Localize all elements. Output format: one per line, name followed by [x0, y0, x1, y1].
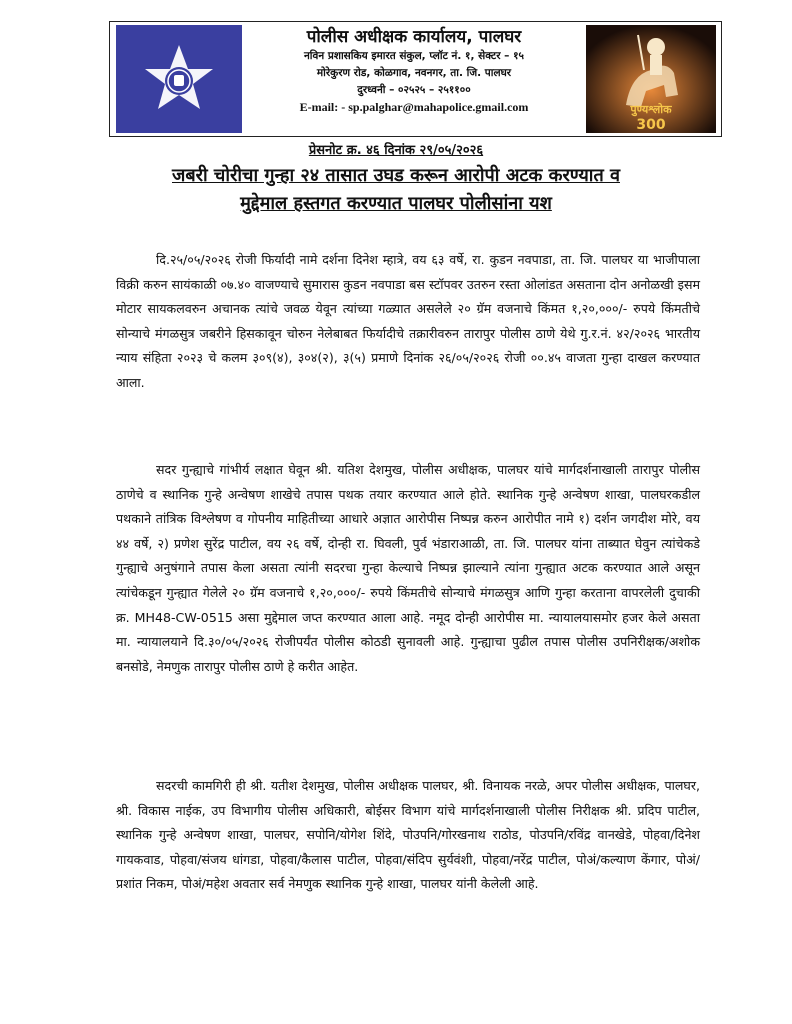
office-title: पोलीस अधीक्षक कार्यालय, पालघर [306, 27, 522, 47]
paragraph-incident: दि.२५/०५/२०२६ रोजी फिर्यादी नामे दर्शना दिनेश म्हात्रे, वय ६३ वर्षे, रा. कुडन नवपाडा, ता. जि. पालघर या भाजीपाला विक्री करुन सायंकाळी ०७.४० वाजण्याचे सुमारास कुडन नवपाडा बस स्टॉपवर उतरुन रस्ता ओलांडत असताना दोन अनोळखी इसम मोटार सायकलवरुन अचानक त्यांचे जवळ येवून त्यांच्या गळ्यात असलेले २० ग्रॅम वजनाचे किंमत १,२०,०००/- रुपये किंमतीचे सोन्याचे मंगळसुत्र जबरीने हिसकावून चोरुन नेलेबाबत फिर्यादीचे तक्रारीवरुन तारापुर पोलीस ठाणे येथे गु.र.नं. ४२/२०२६ भारतीय न्याय संहिता २०२३ चे कलम ३०९(४), ३०४(२), ३(५) प्रमाणे दिनांक २६/०५/२०२६ रोजी ००.४५ वाजता गुन्हा दाखल करण्यात आला. [116, 252, 700, 390]
headline [60, 162, 732, 218]
address-line-1: नविन प्रशासकिय इमारत संकुल, प्लॉट नं. १, सेक्टर – १५ [303, 50, 525, 62]
logo-right-number: 300 [636, 117, 666, 133]
maharashtra-police-logo [116, 25, 242, 133]
punyashlok-300-logo [586, 25, 716, 133]
police-star-icon [116, 25, 242, 133]
headline-line-2: मुद्देमाल हस्तगत करण्यात पालघर पोलीसांना यश [240, 193, 552, 214]
logo-right-caption: पुण्यश्लोक [630, 103, 672, 116]
headline-line-1: जबरी चोरीचा गुन्हा २४ तासात उघड करून आरोपी अटक करण्यात व [172, 165, 620, 186]
address-line-2: मोरेकुरण रोड, कोळगाव, नवनगर, ता. जि. पालघर [316, 67, 512, 79]
paragraph-investigation: सदर गुन्ह्याचे गांभीर्य लक्षात घेवून श्री. यतिश देशमुख, पोलीस अधीक्षक, पालघर यांचे मार्गदर्शनाखाली तारापुर पोलीस ठाणेचे व स्थानिक गुन्हे अन्वेषण शाखेचे तपास पथक तयार करण्यात आले होते. स्थानिक गुन्हे अन्वेषण शाखा, पालघरकडील पथकाने तांत्रिक विश्लेषण व गोपनीय माहितीच्या आधारे अज्ञात आरोपीस निष्पन्न करुन आरोपीत नामे १) दर्शन जगदीश मोरे, वय ४४ वर्षे, २) प्रणेश सुरेंद्र पाटील, वय २६ वर्षे, दोन्ही रा. घिवली, पुर्व भंडाराआळी, ता. जि. पालघर यांना ताब्यात घेवुन त्यांचेकडे गुन्ह्याचे अनुषंगाने तपास केला असता त्यांनी सदरचा गुन्हा केल्याचे निष्पन्न झाल्याने त्यांना गुन्ह्यात अटक करण्यात आले असून त्यांचेकडून गुन्ह्यात गेलेले २० ग्रॅम वजनाचे १,२०,०००/- रुपये किंमतीचे सोन्याचे मंगळसुत्र आणि गुन्हा करताना वापरलेली दुचाकी क्र. MH48-CW-0515 असा मुद्देमाल जप्त करण्यात आला आहे. नमूद दोन्ही आरोपीस मा. न्यायालयासमोर हजर केले असता मा. न्यायालयाने दि.३०/०५/२०२६ रोजीपर्यंत पोलीस कोठडी सुनावली आहे. गुन्ह्याचा पुढील तपास पोलीस उपनिरीक्षक/अशोक बनसोडे, नेमणुक तारापुर पोलीस ठाणे हे करीत आहेत. [116, 462, 700, 674]
letterhead-text [244, 22, 584, 134]
horse-rider-icon [586, 25, 716, 133]
phone-number: दुरध्वनी – ०२५२५ – २५११०० [357, 84, 471, 96]
press-note-number: प्रेसनोट क्र. ४६ दिनांक २९/०५/२०२६ [308, 143, 484, 158]
email-address: E-mail: - sp.palghar@mahapolice.gmail.com [299, 100, 529, 114]
paragraph-credits: सदरची कामगिरी ही श्री. यतीश देशमुख, पोलीस अधीक्षक पालघर, श्री. विनायक नरळे, अपर पोलीस अधीक्षक, पालघर, श्री. विकास नाईक, उप विभागीय पोलीस अधिकारी, बोईसर विभाग यांचे मार्गदर्शनाखाली पोलीस निरीक्षक श्री. प्रदिप पाटील, स्थानिक गुन्हे अन्वेषण शाखा, पालघर, सपोनि/योगेश शिंदे, पोउपनि/गोरखनाथ राठोड, पोउपनि/रविंद्र वानखेडे, पोहवा/दिनेश गायकवाड, पोहवा/संजय धांगडा, पोहवा/कैलास पाटील, पोहवा/संदिप सुर्यवंशी, पोहवा/नरेंद्र पाटील, पोअं/कल्याण केंगार, पोअं/प्रशांत निकम, पोअं/महेश अवतार सर्व नेमणुक स्थानिक गुन्हे शाखा, पालघर यांनी केलेली आहे. [116, 778, 700, 892]
